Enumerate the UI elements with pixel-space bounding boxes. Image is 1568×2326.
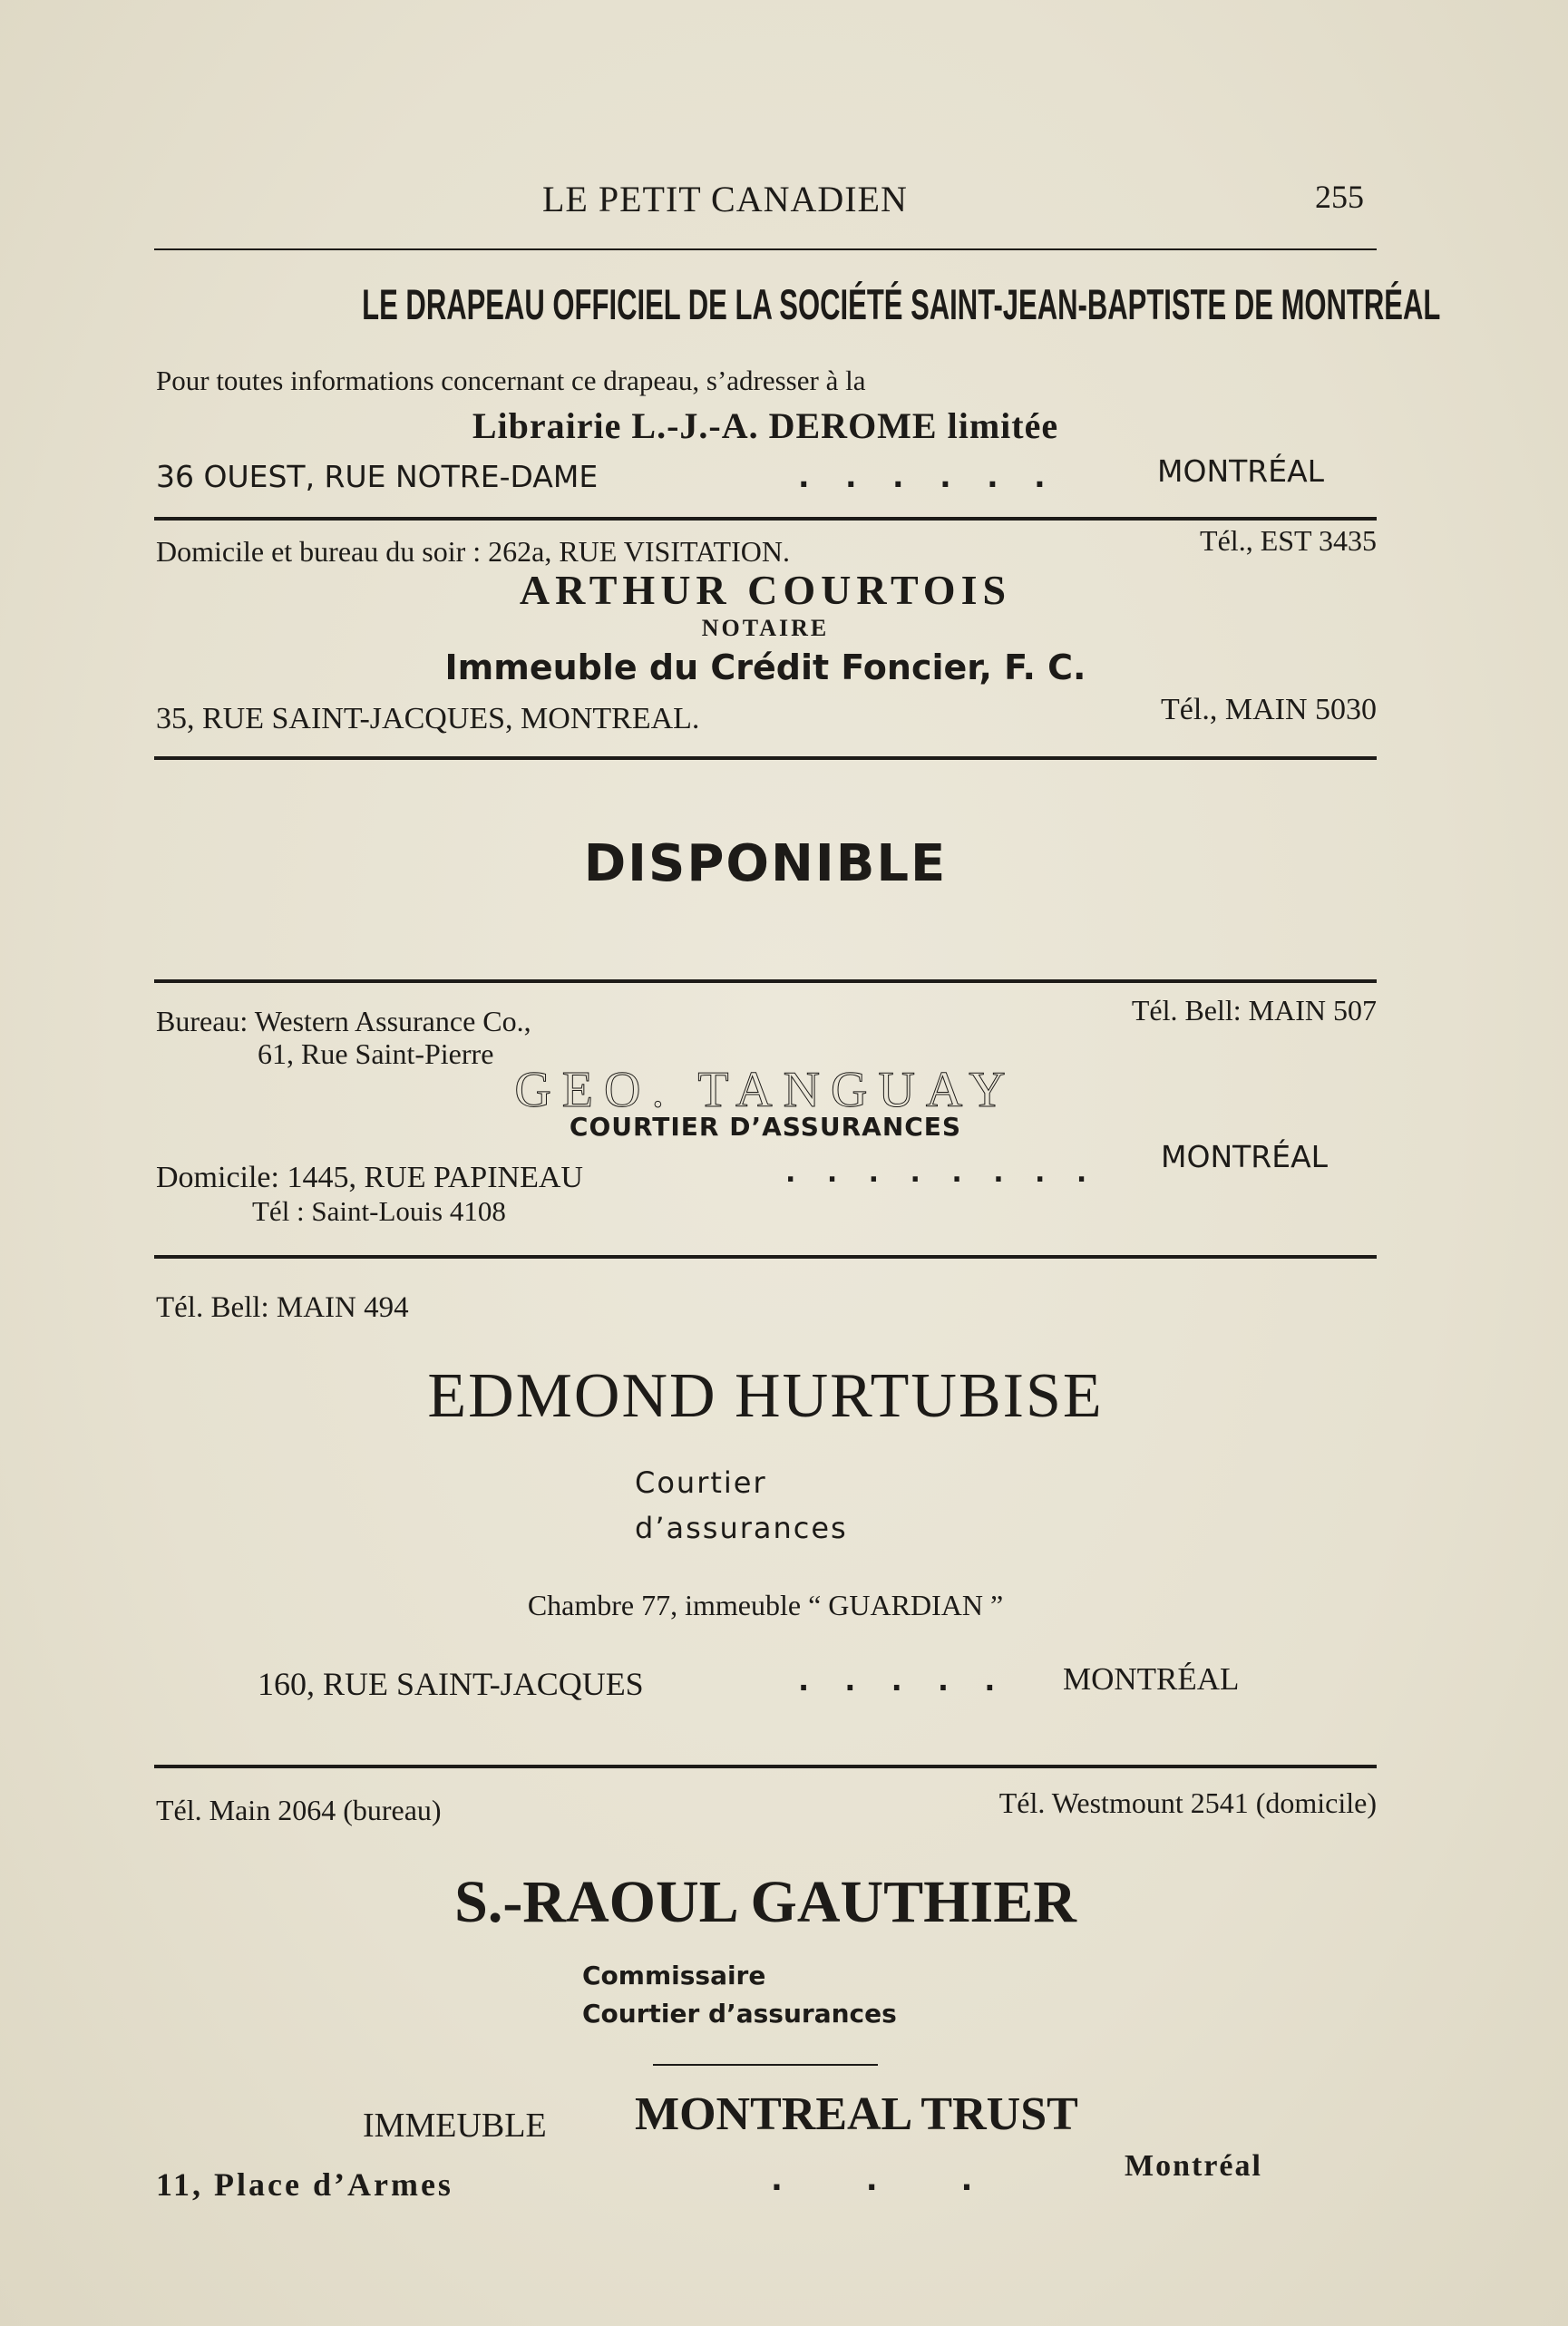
hurtubise-dots: . . . . . <box>798 1663 1008 1698</box>
hurtubise-city: MONTRÉAL <box>1063 1661 1240 1697</box>
hurtubise-tel: Tél. Bell: MAIN 494 <box>156 1291 409 1324</box>
gauthier-tel-home: Tél. Westmount 2541 (domicile) <box>998 1786 1377 1819</box>
running-title: LE PETIT CANADIEN <box>542 179 908 219</box>
tanguay-dots: . . . . . . . . <box>785 1157 1098 1189</box>
tanguay-tel-home: Tél : Saint-Louis 4108 <box>252 1195 506 1227</box>
tanguay-bureau-street: 61, Rue Saint-Pierre <box>258 1037 494 1070</box>
courtois-address: 35, RUE SAINT-JACQUES, MONTREAL. <box>156 702 700 735</box>
gauthier-tel-office: Tél. Main 2064 (bureau) <box>156 1794 442 1826</box>
courtois-title: NOTAIRE <box>701 615 830 641</box>
disponible-text: DISPONIBLE <box>583 834 948 893</box>
drapeau-title: LE DRAPEAU OFFICIEL DE LA SOCIÉTÉ SAINT-JEAN-BAPTISTE DE MONTRÉAL <box>362 280 1441 328</box>
page-number: 255 <box>1315 179 1364 215</box>
courtois-tel-home: Tél., EST 3435 <box>1200 524 1377 557</box>
disponible-rule <box>154 979 1377 983</box>
drapeau-dots: . . . . . . <box>798 459 1058 494</box>
tanguay-domicile: Domicile: 1445, RUE PAPINEAU <box>156 1161 583 1194</box>
tanguay-name: GEO. TANGUAY <box>514 1062 1017 1118</box>
gauthier-dots: . . . <box>771 2162 1009 2198</box>
courtois-name: ARTHUR COURTOIS <box>519 567 1012 613</box>
gauthier-name: S.-RAOUL GAUTHIER <box>454 1869 1076 1935</box>
gauthier-address: 11, Place d’Armes <box>156 2166 453 2203</box>
courtois-domicile: Domicile et bureau du soir : 262a, RUE VISITATION. <box>156 535 790 568</box>
drapeau-address: 36 OUEST, RUE NOTRE-DAME <box>156 459 599 494</box>
hurtubise-room: Chambre 77, immeuble “ GUARDIAN ” <box>527 1589 1004 1621</box>
drapeau-rule <box>154 517 1377 521</box>
tanguay-tel: Tél. Bell: MAIN 507 <box>1131 994 1377 1027</box>
drapeau-merchant: Librairie L.-J.-A. DEROME limitée <box>472 405 1059 446</box>
gauthier-title-line2: Courtier d’assurances <box>582 1999 897 2029</box>
gauthier-building-prefix: IMMEUBLE <box>363 2107 547 2145</box>
gauthier-city: Montréal <box>1125 2149 1262 2183</box>
courtois-rule <box>154 756 1377 760</box>
tanguay-city: MONTRÉAL <box>1161 1139 1329 1174</box>
gauthier-title-line1: Commissaire <box>582 1961 766 1990</box>
hurtubise-title-line1: Courtier <box>635 1465 767 1500</box>
courtois-building: Immeuble du Crédit Foncier, F. C. <box>444 647 1086 687</box>
gauthier-building-name: MONTREAL TRUST <box>635 2088 1078 2140</box>
drapeau-info: Pour toutes informations concernant ce drapeau, s’adresser à la <box>156 365 866 396</box>
tanguay-bureau: Bureau: Western Assurance Co., <box>156 1005 531 1037</box>
courtois-tel-office: Tél., MAIN 5030 <box>1161 693 1377 726</box>
hurtubise-title-line2: d’assurances <box>635 1511 848 1545</box>
hurtubise-name: EDMOND HURTUBISE <box>427 1361 1104 1431</box>
tanguay-rule <box>154 1255 1377 1259</box>
gauthier-short-rule <box>653 2064 878 2066</box>
hurtubise-address: 160, RUE SAINT-JACQUES <box>258 1666 644 1702</box>
header-rule <box>154 248 1377 250</box>
drapeau-city: MONTRÉAL <box>1157 453 1325 489</box>
hurtubise-rule <box>154 1765 1377 1768</box>
tanguay-title: COURTIER D’ASSURANCES <box>569 1112 962 1142</box>
